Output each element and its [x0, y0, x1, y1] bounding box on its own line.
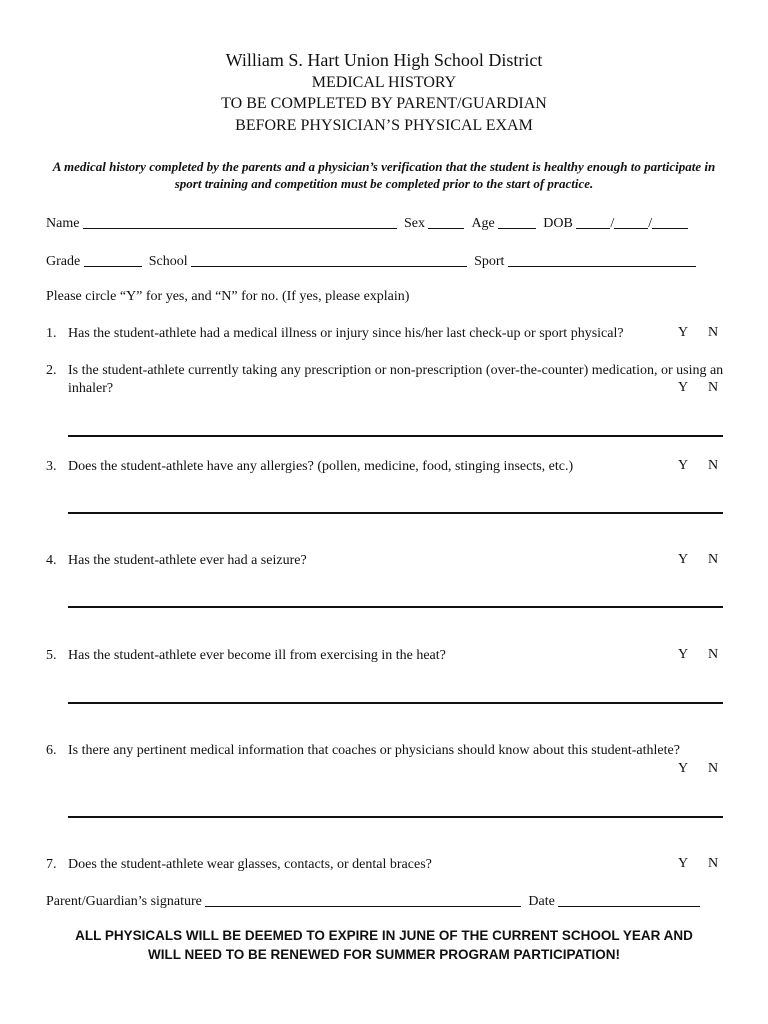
dob-label: DOB: [543, 216, 573, 231]
yn-options-3: [678, 458, 738, 474]
yes-option[interactable]: Y: [678, 647, 689, 662]
signature-field[interactable]: [205, 892, 521, 907]
yn-options-4: [678, 552, 738, 568]
question-number: 1.: [46, 326, 57, 341]
district-name: William S. Hart Union High School District: [225, 50, 543, 70]
yes-option[interactable]: Y: [678, 325, 689, 340]
expiration-notice-line-1: ALL PHYSICALS WILL BE DEEMED TO EXPIRE IN JUNE OF THE CURRENT SCHOOL YEAR AND: [75, 928, 693, 943]
yes-option[interactable]: Y: [678, 552, 689, 567]
explanation-line-5[interactable]: [68, 702, 723, 704]
question-text: Does the student-athlete have any allergies? (pollen, medicine, food, stinging insects, etc.): [68, 459, 574, 474]
question-text: Does the student-athlete wear glasses, contacts, or dental braces?: [68, 857, 432, 872]
question-text: Has the student-athlete had a medical illness or injury since his/her last check-up or sport physical?: [68, 326, 624, 341]
grade-row: [46, 252, 696, 270]
dob-day-field[interactable]: [614, 214, 648, 229]
question-number: 6.: [46, 743, 57, 758]
question-text: Has the student-athlete ever become ill from exercising in the heat?: [68, 648, 446, 663]
name-row: [46, 214, 688, 232]
question-number: 7.: [46, 857, 57, 872]
explanation-line-3[interactable]: [68, 512, 723, 514]
expiration-notice: [0, 926, 768, 964]
explanation-line-4[interactable]: [68, 606, 723, 608]
date-label: Date: [528, 894, 555, 909]
school-field[interactable]: [191, 252, 467, 267]
form-subtitle-1: TO BE COMPLETED BY PARENT/GUARDIAN: [221, 95, 547, 112]
yes-option[interactable]: Y: [678, 380, 689, 395]
question-number: 3.: [46, 459, 57, 474]
question-text: Has the student-athlete ever had a seizure?: [68, 553, 307, 568]
question-number: 2.: [46, 363, 57, 378]
yn-options-2: [678, 380, 738, 396]
name-field[interactable]: [83, 214, 397, 229]
yes-option[interactable]: Y: [678, 761, 689, 776]
yes-option[interactable]: Y: [678, 856, 689, 871]
no-option[interactable]: N: [708, 458, 719, 473]
sport-field[interactable]: [508, 252, 696, 267]
no-option[interactable]: N: [708, 856, 719, 871]
yes-option[interactable]: Y: [678, 458, 689, 473]
dob-year-field[interactable]: [652, 214, 688, 229]
explanation-line-6[interactable]: [68, 816, 723, 818]
question-text: Is there any pertinent medical information that coaches or physicians should know about this student-athlete?: [68, 743, 680, 758]
form-title: MEDICAL HISTORY: [311, 74, 457, 91]
dob-separator: /: [648, 216, 653, 231]
age-label: Age: [471, 216, 495, 231]
age-field[interactable]: [498, 214, 536, 229]
signature-row: [46, 892, 700, 910]
question-number: 4.: [46, 553, 57, 568]
question-text: Is the student-athlete currently taking any prescription or non-prescription (over-the-counter) medication, or using an inhaler?: [68, 363, 724, 396]
sex-label: Sex: [403, 216, 425, 231]
sex-field[interactable]: [428, 214, 464, 229]
yn-options-6: [678, 761, 738, 777]
grade-label: Grade: [46, 254, 81, 269]
yn-options-1: [678, 325, 738, 341]
explanation-line-2[interactable]: [68, 435, 723, 437]
yn-options-7: [678, 856, 738, 872]
signature-label: Parent/Guardian’s signature: [46, 894, 202, 909]
sport-label: Sport: [474, 254, 505, 269]
school-label: School: [148, 254, 188, 269]
instructions: Please circle “Y” for yes, and “N” for no. (If yes, please explain): [46, 289, 410, 304]
name-label: Name: [46, 216, 80, 231]
no-option[interactable]: N: [708, 380, 719, 395]
date-field[interactable]: [558, 892, 700, 907]
no-option[interactable]: N: [708, 647, 719, 662]
expiration-notice-line-2: WILL NEED TO BE RENEWED FOR SUMMER PROGRAM PARTICIPATION!: [148, 947, 620, 962]
dob-month-field[interactable]: [576, 214, 610, 229]
no-option[interactable]: N: [708, 325, 719, 340]
question-number: 5.: [46, 648, 57, 663]
intro-text: A medical history completed by the parents and a physician’s verification that the student is healthy enough to participate in sport training and competition must be completed prior to the start of practice.: [52, 159, 716, 191]
yn-options-5: [678, 647, 738, 663]
form-subtitle-2: BEFORE PHYSICIAN’S PHYSICAL EXAM: [235, 117, 533, 134]
no-option[interactable]: N: [708, 552, 719, 567]
grade-field[interactable]: [84, 252, 142, 267]
no-option[interactable]: N: [708, 761, 719, 776]
dob-separator: /: [610, 216, 615, 231]
